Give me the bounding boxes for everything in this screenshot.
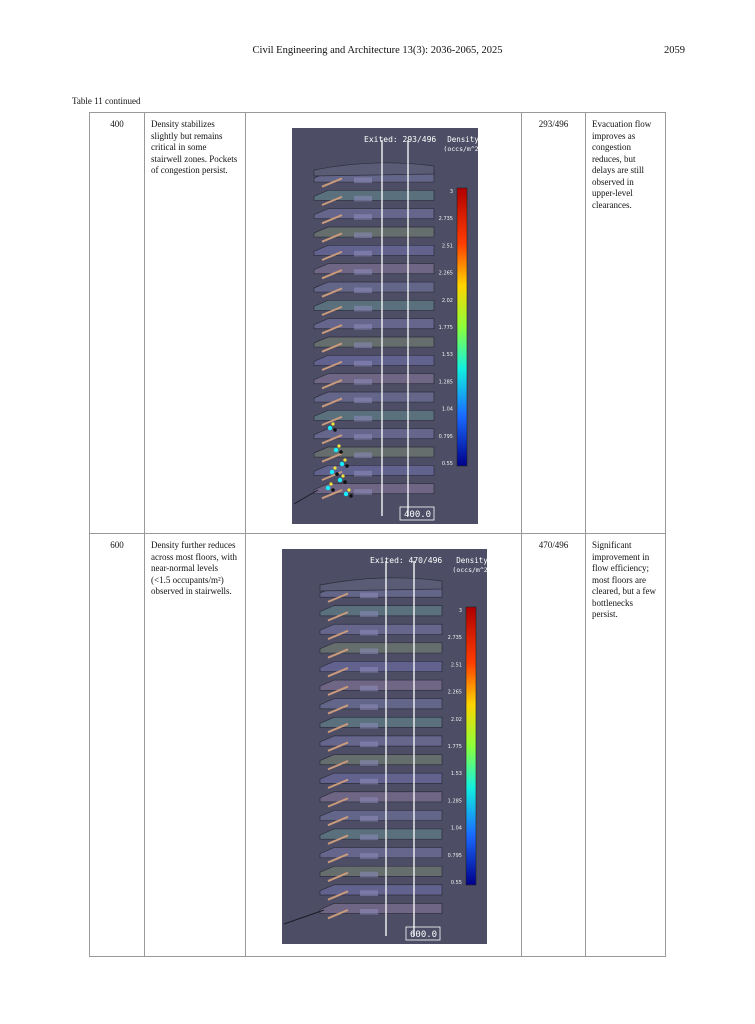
occupant-marker xyxy=(331,422,334,425)
colorbar-tick-label: 2.735 xyxy=(447,635,462,642)
floor-slab xyxy=(314,245,434,255)
colorbar-tick-label: 3 xyxy=(449,189,453,195)
colorbar-tick-label: 0.795 xyxy=(447,852,462,859)
occupant-marker xyxy=(329,482,332,485)
room-block xyxy=(360,667,378,673)
floor-slab xyxy=(320,792,442,802)
simulation-snapshot xyxy=(292,128,483,524)
occupant-marker xyxy=(328,426,332,430)
density-unit: (occs/m^2) xyxy=(443,145,483,153)
floor-slab xyxy=(320,661,442,671)
colorbar-tick-label: 1.285 xyxy=(438,379,453,386)
room-block xyxy=(354,453,372,459)
running-head: Civil Engineering and Architecture 13(3): 2036-2065, 2025 xyxy=(252,45,503,56)
colorbar-tick-label: 3 xyxy=(458,608,462,614)
room-block xyxy=(354,489,372,495)
density-colorbar xyxy=(466,607,476,885)
table-caption: Table 11 continued xyxy=(72,96,141,106)
simulation-render xyxy=(292,128,483,524)
room-block xyxy=(360,872,378,878)
floor-slab xyxy=(314,209,434,219)
image-cell xyxy=(246,113,522,534)
floor-slab xyxy=(314,355,434,365)
room-block xyxy=(360,835,378,841)
colorbar-tick-label: 1.53 xyxy=(441,352,453,359)
description-cell: Density stabilizes slightly but remains critical in some stairwell zones. Pockets of congestion persist. xyxy=(145,113,246,534)
room-block xyxy=(354,196,372,202)
time-cell: 600 xyxy=(90,534,145,957)
room-block xyxy=(360,704,378,710)
simulation-time-label: 400.0 xyxy=(404,510,432,520)
observation-cell: Significant improvement in flow efficiency; most floors are cleared, but a few bottlenecks persist. xyxy=(586,534,666,957)
room-block xyxy=(354,251,372,257)
room-block xyxy=(360,686,378,692)
occupant-marker xyxy=(344,492,348,496)
floor-slab xyxy=(320,680,442,690)
exited-cell: 293/496 xyxy=(522,113,586,534)
colorbar-tick-label: 0.55 xyxy=(441,461,453,467)
floor-slab xyxy=(320,643,442,653)
colorbar-tick-label: 0.55 xyxy=(450,880,462,886)
floor-slab xyxy=(314,392,434,402)
roof-slab xyxy=(314,163,434,176)
room-block xyxy=(354,434,372,440)
colorbar-tick-label: 1.285 xyxy=(447,798,462,805)
occupant-marker xyxy=(330,470,334,474)
room-block xyxy=(360,760,378,766)
table-11 xyxy=(89,112,666,957)
room-block xyxy=(354,343,372,349)
floor-slab xyxy=(320,829,442,839)
room-block xyxy=(360,797,378,803)
room-block xyxy=(360,648,378,654)
colorbar-tick-label: 2.735 xyxy=(438,216,453,223)
time-cell: 400 xyxy=(90,113,145,534)
observation-cell: Evacuation flow improves as congestion reduces, but delays are still observed in upper-level clearances. xyxy=(586,113,666,534)
occupant-marker xyxy=(343,480,347,484)
occupant-marker xyxy=(337,444,340,447)
image-cell xyxy=(246,534,522,957)
room-block xyxy=(360,816,378,822)
occupant-marker xyxy=(334,448,338,452)
occupant-marker xyxy=(343,458,346,461)
occupant-marker xyxy=(341,474,344,477)
exited-cell: 470/496 xyxy=(522,534,586,957)
colorbar-tick-label: 2.02 xyxy=(441,297,453,304)
page-number: 2059 xyxy=(664,45,685,56)
room-block xyxy=(360,741,378,747)
colorbar-tick-label: 1.53 xyxy=(450,771,462,778)
density-title: Density xyxy=(447,135,479,144)
floor-slab xyxy=(320,699,442,709)
room-block xyxy=(360,630,378,636)
room-block xyxy=(354,233,372,239)
floor-slab xyxy=(314,447,434,457)
room-block xyxy=(360,593,378,599)
floor-slab xyxy=(320,885,442,895)
colorbar-tick-label: 2.51 xyxy=(441,243,453,250)
room-block xyxy=(360,723,378,729)
density-title: Density xyxy=(456,556,488,565)
table-row xyxy=(90,113,666,534)
colorbar-tick-label: 1.04 xyxy=(441,406,453,413)
room-block xyxy=(354,471,372,477)
colorbar-tick-label: 1.775 xyxy=(447,744,462,750)
floor-slab xyxy=(314,429,434,439)
floor-slab xyxy=(314,319,434,329)
occupant-marker xyxy=(347,488,350,491)
exited-count-label: Exited: 293/496 xyxy=(364,135,437,144)
occupant-marker xyxy=(335,472,339,476)
occupant-marker xyxy=(339,450,343,454)
floor-slab xyxy=(320,903,442,913)
density-unit: (occs/m^2) xyxy=(452,566,492,574)
room-block xyxy=(354,178,372,184)
description-cell: Density further reduces across most floors, with near-normal levels (<1.5 occupants/m²) observed in stairwells. xyxy=(145,534,246,957)
room-block xyxy=(360,779,378,785)
exited-count-label: Exited: 470/496 xyxy=(370,556,443,565)
occupant-marker xyxy=(333,428,337,432)
occupant-marker xyxy=(349,494,353,498)
floor-slab xyxy=(314,190,434,200)
room-block xyxy=(360,909,378,915)
floor-slab xyxy=(314,282,434,292)
room-block xyxy=(354,398,372,404)
room-block xyxy=(354,269,372,275)
floor-slab xyxy=(320,606,442,616)
room-block xyxy=(360,611,378,617)
floor-slab xyxy=(314,410,434,420)
floor-slab xyxy=(320,848,442,858)
occupant-marker xyxy=(338,478,342,482)
floor-slab xyxy=(320,866,442,876)
ground-edge xyxy=(284,910,324,924)
room-block xyxy=(360,890,378,896)
floor-slab xyxy=(314,337,434,347)
occupant-marker xyxy=(340,462,344,466)
room-block xyxy=(354,416,372,422)
floor-slab xyxy=(320,717,442,727)
room-block xyxy=(354,379,372,385)
room-block xyxy=(354,361,372,367)
colorbar-tick-label: 2.51 xyxy=(450,662,462,669)
occupant-marker xyxy=(326,486,330,490)
floor-slab xyxy=(320,755,442,765)
room-block xyxy=(354,288,372,294)
roof-slab xyxy=(320,578,442,591)
floor-slab xyxy=(314,300,434,310)
floor-slab xyxy=(320,810,442,820)
colorbar-tick-label: 2.265 xyxy=(438,270,453,277)
simulation-time-label: 600.0 xyxy=(410,930,438,940)
simulation-snapshot xyxy=(282,549,492,944)
colorbar-tick-label: 2.02 xyxy=(450,716,462,723)
occupant-marker xyxy=(331,488,335,492)
colorbar-tick-label: 2.265 xyxy=(447,689,462,696)
occupant-marker xyxy=(333,466,336,469)
floor-slab xyxy=(314,374,434,384)
floor-slab xyxy=(314,264,434,274)
room-block xyxy=(354,214,372,220)
simulation-render xyxy=(282,549,492,944)
density-colorbar xyxy=(457,188,467,466)
table-row xyxy=(90,534,666,957)
occupant-marker xyxy=(345,464,349,468)
room-block xyxy=(354,306,372,312)
ground-edge xyxy=(294,490,318,504)
floor-slab xyxy=(320,773,442,783)
floor-slab xyxy=(320,736,442,746)
colorbar-tick-label: 1.775 xyxy=(438,325,453,331)
floor-slab xyxy=(320,624,442,634)
room-block xyxy=(354,324,372,330)
colorbar-tick-label: 0.795 xyxy=(438,433,453,440)
floor-slab xyxy=(314,227,434,237)
colorbar-tick-label: 1.04 xyxy=(450,825,462,832)
room-block xyxy=(360,853,378,859)
